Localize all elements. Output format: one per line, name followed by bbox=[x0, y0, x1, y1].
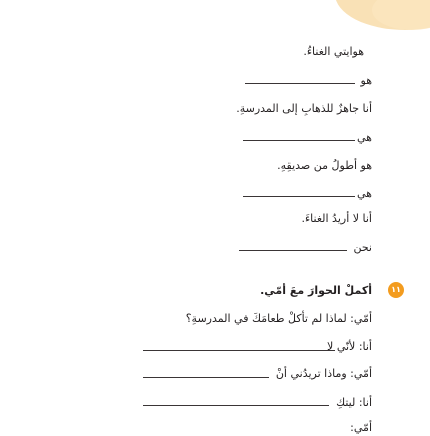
answer-blank-1[interactable] bbox=[245, 83, 355, 84]
answer-blank-2[interactable] bbox=[243, 140, 355, 141]
dialogue-blank-2[interactable] bbox=[143, 350, 335, 351]
pronoun-label-1: هو bbox=[360, 74, 372, 87]
sentence-4: أنا لا أريدُ الغناءَ. bbox=[301, 212, 372, 225]
sentence-1: هوايتي الغناءُ. bbox=[303, 45, 364, 58]
pronoun-label-3: هي bbox=[357, 187, 372, 200]
dialogue-line-1: أمّي: لماذا لم تأكلْ طعامَكَ في المدرسةِ؟ bbox=[185, 312, 372, 325]
pronoun-label-4: نحن bbox=[353, 241, 372, 254]
exercise-title: أكملْ الحوارَ معَ أمّي. bbox=[260, 284, 372, 297]
exercise-number-badge: ١١ bbox=[388, 282, 404, 298]
pronoun-label-2: هي bbox=[357, 131, 372, 144]
dialogue-blank-4[interactable] bbox=[143, 405, 329, 406]
dialogue-line-4: أنا: ليتكِ bbox=[336, 396, 372, 409]
sentence-3: هو أطولُ من صديقِهِ. bbox=[277, 159, 372, 172]
dialogue-line-2: أنا: لأنّي لا bbox=[327, 340, 372, 353]
answer-blank-4[interactable] bbox=[239, 250, 347, 251]
answer-blank-3[interactable] bbox=[243, 196, 355, 197]
dialogue-blank-3[interactable] bbox=[143, 377, 269, 378]
dialogue-line-3: أمّي: وماذا تريدُني أنْ bbox=[275, 367, 372, 380]
sentence-2: أنا جاهزٌ للذهابِ إلى المدرسةِ. bbox=[236, 102, 372, 115]
dialogue-line-5: أمّي: bbox=[350, 421, 372, 434]
